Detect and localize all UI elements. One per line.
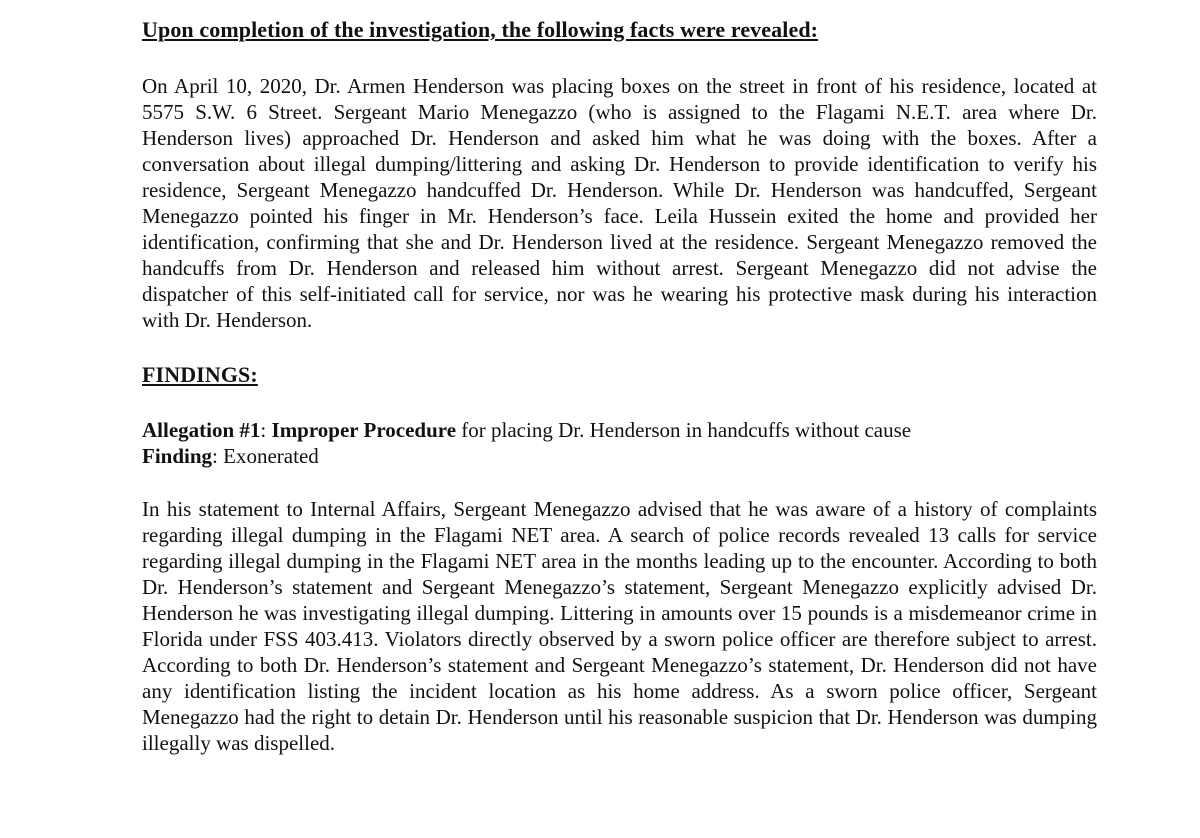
allegation-description: for placing Dr. Henderson in handcuffs without cause — [456, 418, 912, 442]
allegation-line — [142, 417, 1097, 443]
finding-value: Exonerated — [223, 444, 319, 468]
investigation-heading: Upon completion of the investigation, the following facts were revealed: — [142, 17, 819, 42]
document-page — [142, 16, 1097, 756]
allegation-label: Allegation #1 — [142, 418, 261, 442]
allegation-block — [142, 417, 1097, 469]
finding-separator: : — [212, 444, 224, 468]
finding-line — [142, 443, 1097, 469]
statement-paragraph: In his statement to Internal Affairs, Sergeant Menegazzo advised that he was aware of a history of complaints regarding illegal dumping in the Flagami NET area. A search of police records revealed 13 calls for service regarding illegal dumping in the Flagami NET area in the months leading up to the encounter. According to both Dr. Henderson’s statement and Sergeant Menegazzo’s statement, Sergeant Menegazzo explicitly advised Dr. Henderson he was investigating illegal dumping. Littering in amounts over 15 pounds is a misdemeanor crime in Florida under FSS 403.413. Violators directly observed by a sworn police officer are therefore subject to arrest. According to both Dr. Henderson’s statement and Sergeant Menegazzo’s statement, Dr. Henderson did not have any identification listing the incident location as his home address. As a sworn police officer, Sergeant Menegazzo had the right to detain Dr. Henderson until his reasonable suspicion that Dr. Henderson was dumping illegally was dispelled. — [142, 497, 1097, 755]
findings-heading: FINDINGS: — [142, 362, 258, 387]
allegation-separator: : — [260, 418, 272, 442]
allegation-title: Improper Procedure — [271, 418, 457, 442]
finding-label: Finding — [142, 444, 213, 468]
facts-paragraph: On April 10, 2020, Dr. Armen Henderson was placing boxes on the street in front of his residence, located at 5575 S.W. 6 Street. Sergeant Mario Menegazzo (who is assigned to the Flagami N.E.T. area where Dr. Henderson lives) approached Dr. Henderson and asked him what he was doing with the boxes. After a conversation about illegal dumping/littering and asking Dr. Henderson to provide identification to verify his residence, Sergeant Menegazzo handcuffed Dr. Henderson. While Dr. Henderson was handcuffed, Sergeant Menegazzo pointed his finger in Mr. Henderson’s face. Leila Hussein exited the home and provided her identification, confirming that she and Dr. Henderson lived at the residence. Sergeant Menegazzo removed the handcuffs from Dr. Henderson and released him without arrest. Sergeant Menegazzo did not advise the dispatcher of this self-initiated call for service, nor was he wearing his protective mask during his interaction with Dr. Henderson. — [142, 74, 1097, 332]
